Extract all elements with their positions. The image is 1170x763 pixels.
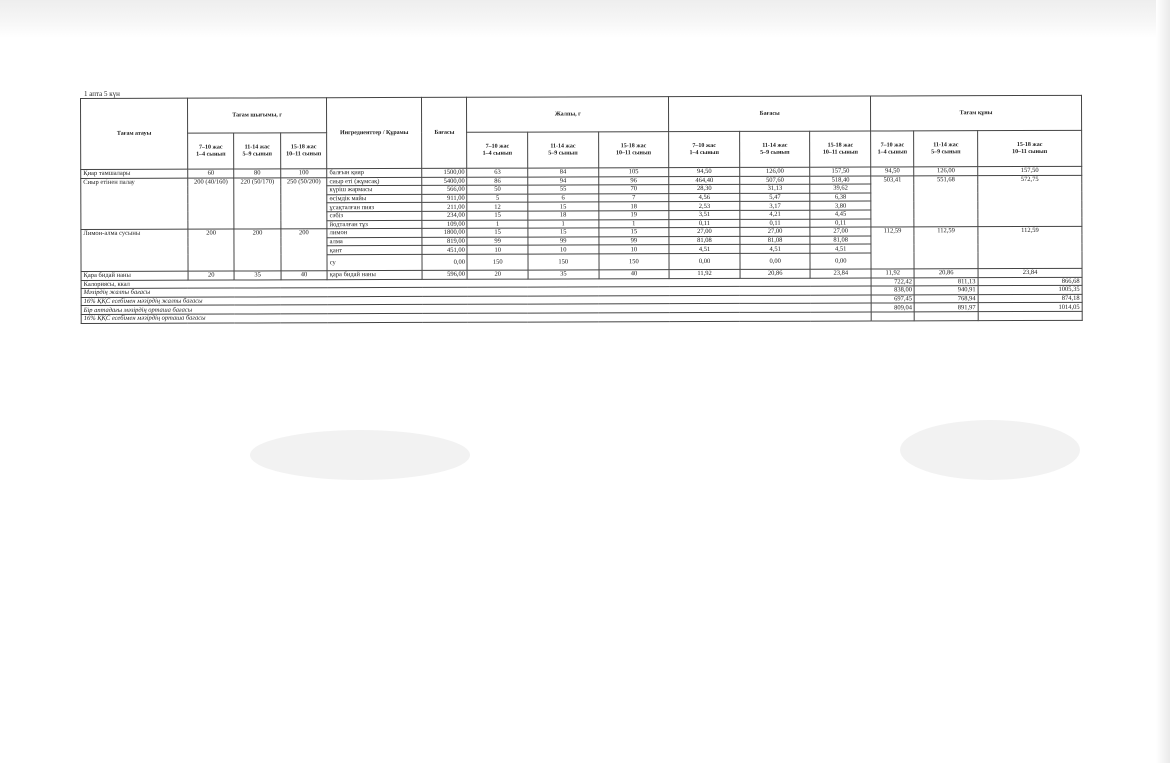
- summary-value: [915, 312, 979, 321]
- cell-ingredient: балғын қияр: [327, 168, 422, 177]
- cell-dish-cost: 112,59: [978, 227, 1082, 269]
- cell-dish-cost: 551,68: [914, 175, 978, 227]
- cell-cost: 27,00: [810, 227, 871, 236]
- cell-cost: 3,80: [810, 201, 871, 210]
- cell-dish: Қара бидай наны: [81, 271, 188, 280]
- summary-label: Мәзірдің жалпы бағасы: [81, 286, 871, 297]
- summary-label: 16% ҚҚС есебімен мәзірдің жалпы бағасы: [81, 295, 871, 306]
- cell-cost: 3,51: [669, 210, 740, 219]
- summary-value: 874,18: [978, 294, 1082, 303]
- cell-ingredient: лимон: [327, 229, 422, 238]
- cell-gross: 150: [467, 254, 528, 270]
- cell-gross: 99: [528, 237, 599, 246]
- summary-value: 1014,05: [978, 303, 1082, 312]
- age-header: 11-14 жас 5–9 сынып: [739, 131, 810, 167]
- cell-price: 234,00: [422, 211, 467, 220]
- cell-yield: 20: [188, 271, 234, 280]
- cell-dish-cost: 20,86: [914, 269, 978, 278]
- cell-gross: 96: [598, 176, 669, 185]
- cell-dish-cost: 11,92: [871, 269, 914, 278]
- cell-gross: 63: [467, 168, 528, 177]
- cell-gross: 70: [598, 185, 669, 194]
- cell-gross: 15: [528, 228, 599, 237]
- cell-price: 1500,00: [422, 168, 467, 177]
- summary-row: [81, 311, 1082, 323]
- cell-yield: 220 (50/170): [234, 177, 281, 229]
- cell-cost: 0,00: [669, 253, 740, 269]
- menu-body: [81, 166, 1082, 323]
- cell-cost: 4,21: [740, 210, 811, 219]
- cell-ingredient: сиыр еті (жұмсақ): [327, 177, 422, 186]
- cell-cost: 2,53: [669, 202, 740, 211]
- cell-yield: 200: [234, 229, 281, 271]
- cell-price: 596,00: [422, 270, 467, 279]
- summary-value: 809,04: [871, 303, 914, 312]
- cell-cost: 507,60: [740, 176, 811, 185]
- cell-yield: 80: [234, 169, 280, 178]
- cell-dish-cost: 157,50: [978, 166, 1082, 175]
- cell-cost: 11,92: [669, 269, 740, 278]
- cell-gross: 1: [528, 219, 599, 228]
- cell-ingredient: қара бидай наны: [327, 270, 422, 279]
- summary-value: [871, 312, 914, 321]
- cell-gross: 10: [528, 245, 599, 254]
- cell-price: 451,00: [422, 246, 467, 255]
- cell-gross: 99: [467, 237, 528, 246]
- cell-yield: 60: [188, 169, 234, 178]
- summary-value: 697,45: [871, 295, 914, 304]
- cell-gross: 40: [599, 270, 670, 279]
- age-header: 7–10 жас 1–4 сынып: [467, 132, 528, 168]
- cell-dish: Қиар тамшалары: [81, 169, 188, 178]
- cell-gross: 1: [598, 219, 669, 228]
- cell-cost: 6,38: [810, 193, 871, 202]
- age-header: 11-14 жас 5–9 сынып: [234, 133, 281, 169]
- cell-price: 0,00: [422, 254, 467, 270]
- cell-cost: 0,11: [740, 219, 811, 228]
- summary-value: 722,42: [871, 277, 914, 286]
- summary-value: 838,00: [871, 286, 914, 295]
- cell-yield: 250 (50/200): [281, 177, 328, 229]
- cell-gross: 50: [467, 185, 528, 194]
- summary-value: 891,97: [915, 303, 979, 312]
- summary-value: 940,91: [914, 286, 978, 295]
- cell-gross: 15: [467, 211, 528, 220]
- cell-cost: 4,51: [740, 245, 811, 254]
- cell-yield: 100: [280, 169, 326, 178]
- scan-right-shadow: [1156, 0, 1170, 763]
- cell-gross: 10: [599, 245, 670, 254]
- cell-cost: 4,51: [669, 245, 740, 254]
- cell-ingredient: ұсақталған пияз: [327, 203, 422, 212]
- cell-gross: 15: [599, 228, 670, 237]
- cell-cost: 27,00: [669, 228, 740, 237]
- cell-gross: 84: [528, 168, 599, 177]
- summary-value: 811,13: [914, 277, 978, 286]
- cell-cost: 4,45: [810, 210, 871, 219]
- age-header: 15-18 жас 10–11 сынып: [280, 133, 327, 169]
- cell-cost: 28,30: [669, 185, 740, 194]
- cell-gross: 15: [467, 228, 528, 237]
- cell-cost: 518,40: [810, 176, 871, 185]
- cell-gross: 18: [598, 202, 669, 211]
- cell-gross: 105: [598, 168, 669, 177]
- cell-gross: 7: [598, 193, 669, 202]
- cell-ingredient: өсімдік майы: [327, 194, 422, 203]
- summary-label: Калориясы, ккал: [81, 278, 871, 289]
- summary-label: Бір аптадағы мәзірдің орташа бағасы: [81, 303, 871, 314]
- cell-cost: 0,00: [740, 253, 811, 269]
- cell-gross: 150: [528, 254, 599, 270]
- cell-dish-cost: 503,41: [871, 175, 915, 227]
- cell-price: 109,00: [422, 220, 467, 229]
- cell-cost: 0,00: [810, 253, 871, 269]
- cell-ingredient: йодталған тұз: [327, 220, 422, 229]
- cell-cost: 3,17: [740, 202, 811, 211]
- cell-dish-cost: 94,50: [871, 167, 914, 176]
- age-header: 7–10 жас 1–4 сынып: [871, 131, 914, 167]
- cell-price: 566,00: [422, 185, 467, 194]
- cell-dish: Сиыр етінен палау: [81, 178, 188, 230]
- cell-gross: 1: [467, 220, 528, 229]
- col-dish-cost: Тағам құны: [871, 95, 1082, 131]
- cell-gross: 86: [467, 177, 528, 186]
- cell-gross: 15: [528, 202, 599, 211]
- cell-cost: 5,47: [740, 193, 811, 202]
- cell-gross: 99: [599, 236, 670, 245]
- summary-value: [978, 311, 1082, 320]
- cell-price: 1800,00: [422, 228, 467, 237]
- cell-cost: 27,00: [740, 227, 811, 236]
- cell-price: 819,00: [422, 237, 467, 246]
- cell-gross: 6: [528, 194, 599, 203]
- cell-yield: 200: [188, 229, 235, 271]
- cell-ingredient: су: [327, 254, 422, 270]
- cell-cost: 94,50: [669, 167, 740, 176]
- cell-dish: Лимон-алма сусыны: [81, 229, 188, 271]
- cell-ingredient: алма: [327, 237, 422, 246]
- scan-smudge: [900, 420, 1080, 480]
- age-header: 11-14 жас 5–9 сынып: [528, 132, 599, 168]
- cell-gross: 12: [467, 202, 528, 211]
- cell-gross: 10: [467, 245, 528, 254]
- summary-value: 1005,35: [978, 285, 1082, 294]
- cell-yield: 200: [281, 229, 328, 271]
- cell-gross: 5: [467, 194, 528, 203]
- cell-cost: 157,50: [810, 167, 871, 176]
- cell-yield: 40: [281, 271, 327, 280]
- cell-ingredient: қант: [327, 246, 422, 255]
- col-yield: Тағам шығымы, г: [187, 98, 326, 133]
- summary-label: 16% ҚҚС есебімен мәзірдің орташа бағасы: [81, 312, 871, 323]
- cell-cost: 464,40: [669, 176, 740, 185]
- cell-cost: 20,86: [740, 269, 811, 278]
- cell-cost: 81,08: [740, 236, 811, 245]
- cell-dish-cost: 572,75: [978, 175, 1082, 227]
- cell-cost: 81,08: [669, 236, 740, 245]
- col-ingredients: Ингредиенттер / Құрамы: [327, 97, 422, 168]
- age-header: 7–10 жас 1–4 сынып: [188, 133, 235, 169]
- age-header-row: [81, 130, 1082, 169]
- age-header: 15-18 жас 10–11 сынып: [978, 130, 1082, 166]
- cell-price: 5400,00: [422, 177, 467, 186]
- cell-cost: 23,84: [811, 269, 872, 278]
- age-header: 15-18 жас 10–11 сынып: [598, 132, 669, 168]
- summary-value: 768,94: [915, 294, 979, 303]
- cell-cost: 0,11: [810, 219, 871, 228]
- cell-cost: 126,00: [740, 167, 811, 176]
- cell-price: 211,00: [422, 203, 467, 212]
- cell-gross: 55: [528, 185, 599, 194]
- cell-cost: 39,62: [810, 184, 871, 193]
- col-gross: Жалпы, г: [467, 97, 669, 133]
- cell-cost: 0,11: [669, 219, 740, 228]
- cell-gross: 20: [467, 270, 528, 279]
- menu-sheet: [80, 95, 1083, 324]
- col-price: Бағасы: [422, 97, 468, 168]
- col-cost: Бағасы: [669, 96, 871, 132]
- col-dish-name: Тағам атауы: [81, 98, 188, 169]
- cell-gross: 150: [599, 254, 670, 270]
- age-header: 11-14 жас 5–9 сынып: [914, 131, 978, 167]
- cell-price: 911,00: [422, 194, 467, 203]
- cell-dish-cost: 112,59: [914, 227, 978, 269]
- cell-ingredient: сәбіз: [327, 211, 422, 220]
- age-header: 15-18 жас 10–11 сынып: [810, 131, 871, 167]
- cell-cost: 31,13: [740, 184, 811, 193]
- cell-dish-cost: 126,00: [914, 167, 978, 176]
- scan-smudge: [250, 430, 470, 480]
- page-caption: 1 апта 5 күн: [84, 90, 120, 98]
- summary-value: 866,68: [978, 277, 1082, 286]
- cell-dish-cost: 23,84: [978, 268, 1082, 277]
- cell-cost: 81,08: [810, 236, 871, 245]
- cell-gross: 94: [528, 176, 599, 185]
- cell-yield: 200 (40/160): [188, 178, 235, 230]
- menu-table: [80, 95, 1083, 324]
- cell-gross: 35: [528, 270, 599, 279]
- cell-dish-cost: 112,59: [871, 227, 915, 269]
- cell-cost: 4,56: [669, 193, 740, 202]
- cell-gross: 19: [598, 211, 669, 220]
- cell-gross: 18: [528, 211, 599, 220]
- scan-top-shadow: [0, 0, 1170, 38]
- cell-cost: 4,51: [810, 244, 871, 253]
- age-header: 7–10 жас 1–4 сынып: [669, 131, 740, 167]
- cell-ingredient: күріш жармасы: [327, 186, 422, 195]
- cell-yield: 35: [234, 271, 280, 280]
